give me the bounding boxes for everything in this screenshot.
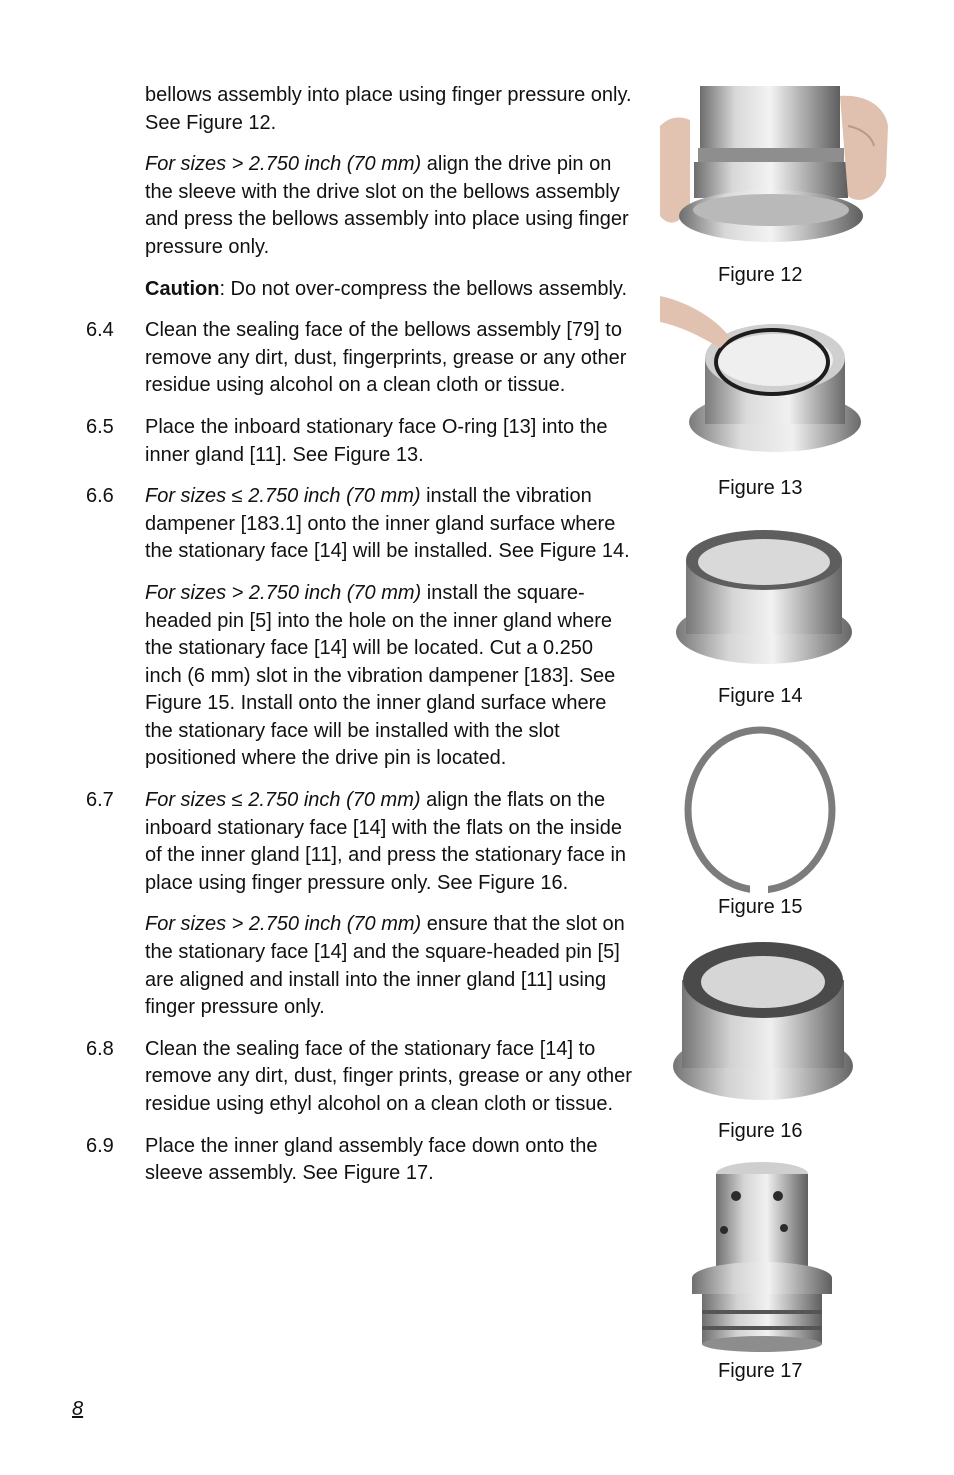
- figure-16-image: [670, 936, 856, 1108]
- paragraph-large-sizes-drive-pin: For sizes > 2.750 inch (70 mm) align the drive pin on the sleeve with the drive slot on the bellows assembly and press the bellows assembly into place using finger pressure only.: [145, 153, 629, 258]
- figure-12-caption: Figure 12: [718, 264, 803, 286]
- body-text: [86, 82, 634, 1202]
- caution-note: Caution: Do not over-compress the bellows assembly.: [145, 277, 628, 300]
- paragraph-continued: bellows assembly into place using finger pressure only. See Figure 12.: [145, 84, 632, 134]
- step-6-6-large: For sizes > 2.750 inch (70 mm) install the square-headed pin [5] into the hole on the inner gland where the stationary face [14] will be located. Cut a 0.250 inch (6 mm) slot in the vibration dampener [183]. See Figure 15. Install onto the inner gland surface where the stationary face will be installed with the slot positioned where the drive pin is located.: [145, 581, 616, 770]
- step-number: 6.6: [86, 485, 114, 508]
- figure-15-caption: Figure 15: [718, 896, 803, 918]
- figure-13-caption: Figure 13: [718, 477, 803, 499]
- step-6-5: 6.5 Place the inboard stationary face O-ring [13] into the inner gland [11]. See Figure 13.: [86, 415, 608, 466]
- figure-13-image: [660, 292, 870, 464]
- page-number: 8: [72, 1398, 84, 1420]
- figure-15-image: [680, 722, 840, 898]
- step-6-8: 6.8 Clean the sealing face of the stationary face [14] to remove any dirt, dust, finger prints, grease or any other residue using ethyl alcohol on a clean cloth or tissue.: [86, 1037, 632, 1115]
- step-6-6: 6.6 For sizes ≤ 2.750 inch (70 mm) install the vibration dampener [183.1] onto the inner gland surface where the stationary face [14] will be installed. See Figure 14.: [86, 485, 630, 563]
- figure-14-caption: Figure 14: [718, 685, 803, 707]
- step-number: 6.9: [86, 1134, 114, 1157]
- step-6-4: 6.4 Clean the sealing face of the bellows assembly [79] to remove any dirt, dust, fingerprints, grease or any other residue using alcohol on a clean cloth or tissue.: [86, 319, 627, 397]
- step-6-7: 6.7 For sizes ≤ 2.750 inch (70 mm) align the flats on the inboard stationary face [14] with the flats on the inside of the inner gland [11], and press the stationary face in place using finger pressure only. See Figure 16.: [86, 789, 627, 894]
- figure-17-image: [688, 1160, 842, 1356]
- figure-16-caption: Figure 16: [718, 1120, 803, 1142]
- step-number: 6.4: [86, 319, 114, 342]
- step-number: 6.8: [86, 1037, 114, 1060]
- figure-12-image: [660, 86, 890, 254]
- step-6-9: 6.9 Place the inner gland assembly face down onto the sleeve assembly. See Figure 17.: [86, 1134, 598, 1185]
- figure-17-caption: Figure 17: [718, 1360, 803, 1382]
- figure-14-image: [672, 522, 856, 672]
- step-number: 6.5: [86, 415, 114, 438]
- step-6-7-large: For sizes > 2.750 inch (70 mm) ensure that the slot on the stationary face [14] and the square-headed pin [5] are aligned and install into the inner gland [11] using finger pressure only.: [145, 913, 625, 1019]
- step-number: 6.7: [86, 789, 114, 812]
